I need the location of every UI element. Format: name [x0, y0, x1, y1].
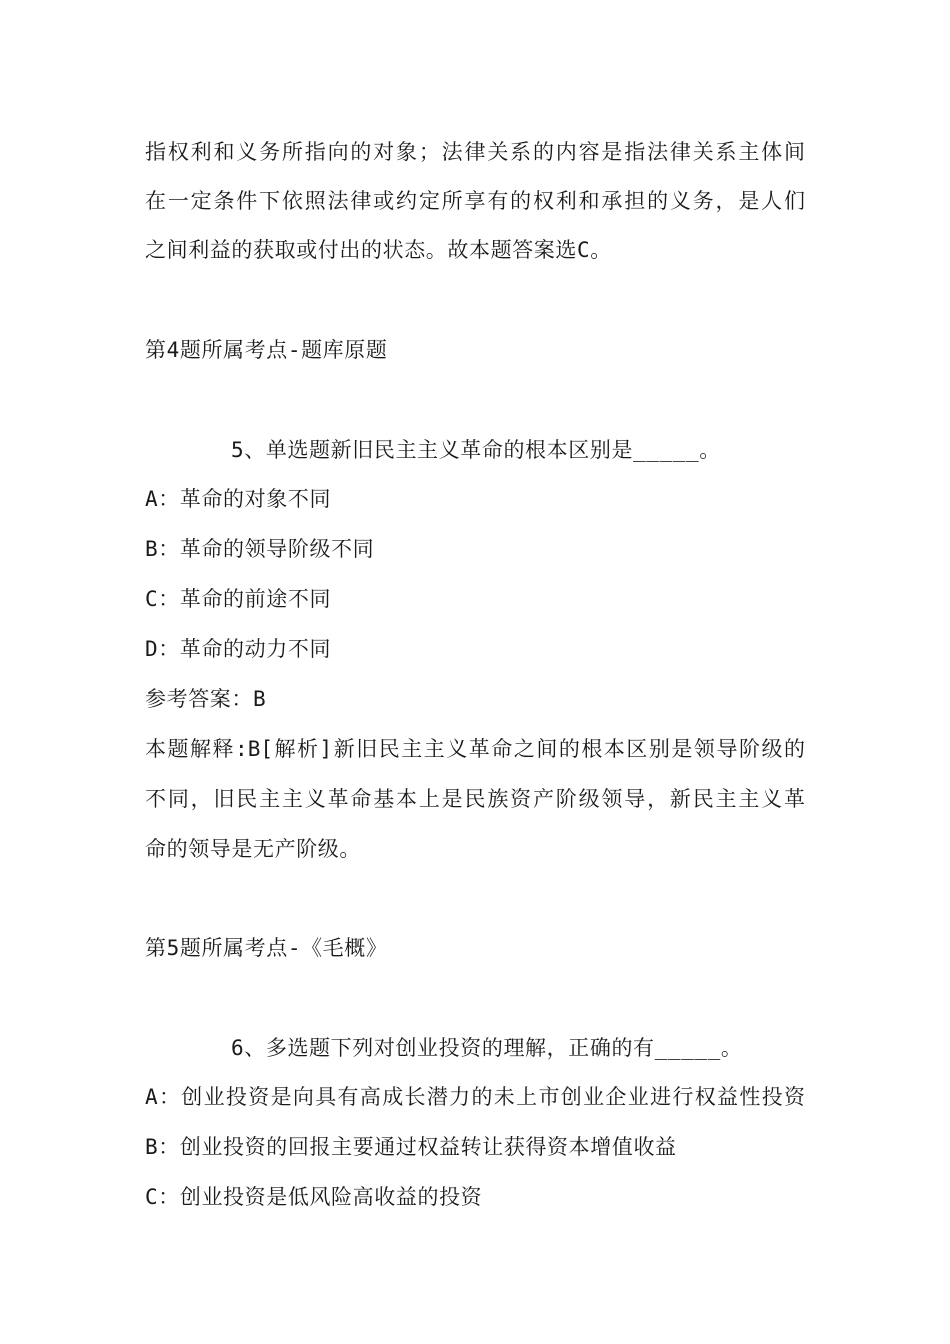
document-page [145, 0, 810, 1344]
q5-option-b: B：革命的领导阶级不同 [145, 537, 375, 561]
q4-explanation-line-2: 在一定条件下依照法律或约定所享有的权利和承担的义务，是人们 [145, 189, 805, 213]
q5-explanation-line-3: 命的领导是无产阶级。 [145, 837, 361, 861]
q5-explanation-line-2: 不同，旧民主主义革命基本上是民族资产阶级领导，新民主主义革 [145, 787, 805, 811]
q6-option-c: C：创业投资是低风险高收益的投资 [145, 1185, 483, 1209]
q4-topic: 第4题所属考点-题库原题 [145, 338, 388, 362]
q5-option-a: A：革命的对象不同 [145, 487, 332, 511]
q4-explanation-line-1: 指权利和义务所指向的对象；法律关系的内容是指法律关系主体间 [145, 140, 805, 164]
q4-explanation-line-3: 之间利益的获取或付出的状态。故本题答案选C。 [145, 238, 612, 262]
q5-explanation-line-1: 本题解释:B[解析]新旧民主主义革命之间的根本区别是领导阶级的 [145, 737, 805, 761]
q5-stem: 5、单选题新旧民主主义革命的根本区别是_____。 [231, 438, 721, 462]
q5-option-d: D：革命的动力不同 [145, 637, 332, 661]
q5-topic: 第5题所属考点-《毛概》 [145, 936, 388, 960]
q6-option-b: B：创业投资的回报主要通过权益转让获得资本增值收益 [145, 1135, 677, 1159]
q6-stem: 6、多选题下列对创业投资的理解，正确的有_____。 [231, 1036, 743, 1060]
q5-answer: 参考答案：B [145, 687, 267, 711]
q5-option-c: C：革命的前途不同 [145, 587, 332, 611]
q6-option-a: A：创业投资是向具有高成长潜力的未上市创业企业进行权益性投资 [145, 1085, 805, 1109]
